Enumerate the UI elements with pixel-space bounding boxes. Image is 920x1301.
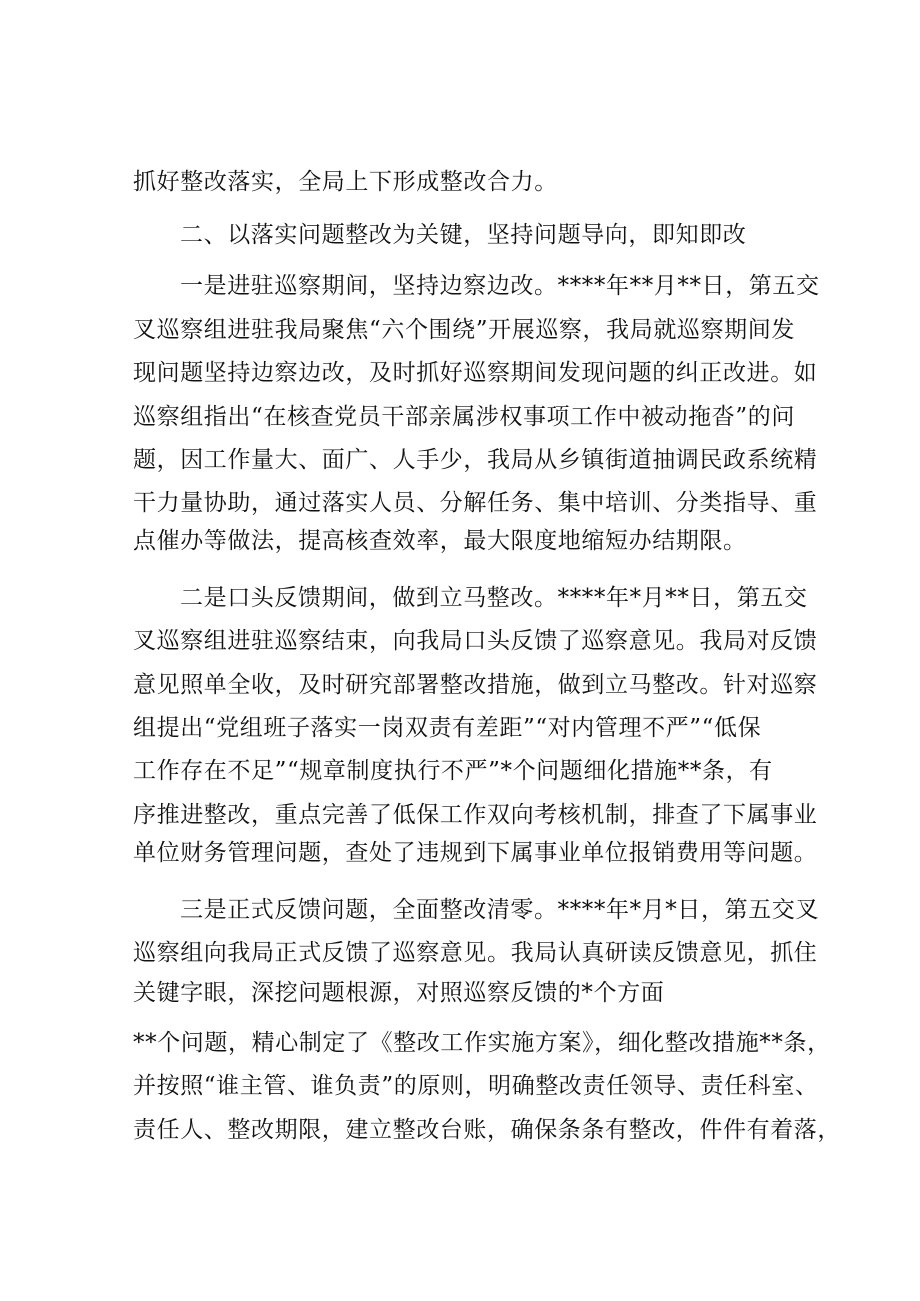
text-line: 干力量协助，通过落实人员、分解任务、集中培训、分类指导、重 [133, 490, 818, 516]
text-line: 并按照“谁主管、谁负责”的原则，明确整改责任领导、责任科室、 [133, 1073, 819, 1099]
text-line: 二是口头反馈期间，做到立马整改。****年*月**日，第五交 [180, 585, 808, 611]
text-line: 叉巡察组进驻我局聚焦“六个围绕”开展巡察，我局就巡察期间发 [133, 317, 795, 343]
text-line: 现问题坚持边察边改，及时抓好巡察期间发现问题的纠正改进。如 [133, 360, 818, 386]
text-line: **个问题，精心制定了《整改工作实施方案》，细化整改措施**条， [133, 1030, 831, 1056]
text-line: 关键字眼，深挖问题根源，对照巡察反馈的*个方面 [133, 980, 665, 1006]
section-heading: 二、以落实问题整改为关键，坚持问题导向，即知即改 [180, 222, 747, 248]
text-line: 单位财务管理问题，查处了违规到下属事业单位报销费用等问题。 [133, 840, 818, 866]
text-line: 点催办等做法，提高核查效率，最大限度地缩短办结期限。 [133, 528, 747, 554]
text-line: 巡察组向我局正式反馈了巡察意见。我局认真研读反馈意见，抓住 [133, 940, 818, 966]
text-line: 一是进驻巡察期间，坚持边察边改。****年**月**日，第五交 [180, 273, 820, 299]
text-line: 巡察组指出“在核查党员干部亲属涉权事项工作中被动拖沓”的问 [133, 404, 795, 430]
text-line: 组提出“党组班子落实一岗双责有差距”“对内管理不严”“低保 [133, 715, 762, 741]
text-line: 叉巡察组进驻巡察结束，向我局口头反馈了巡察意见。我局对反馈 [133, 628, 818, 654]
text-line: 序推进整改，重点完善了低保工作双向考核机制，排查了下属事业 [133, 802, 818, 828]
text-line: 责任人、整改期限，建立整改台账，确保条条有整改，件件有着落， [133, 1117, 841, 1143]
text-line: 工作存在不足”“规章制度执行不严”*个问题细化措施**条，有 [133, 758, 773, 784]
text-line: 抓好整改落实，全局上下形成整改合力。 [133, 169, 558, 195]
text-line: 三是正式反馈问题，全面整改清零。****年*月*日，第五交叉 [180, 897, 819, 923]
text-line: 意见照单全收，及时研究部署整改措施，做到立马整改。针对巡察 [133, 672, 818, 698]
text-line: 题，因工作量大、面广、人手少，我局从乡镇街道抽调民政系统精 [133, 447, 818, 473]
